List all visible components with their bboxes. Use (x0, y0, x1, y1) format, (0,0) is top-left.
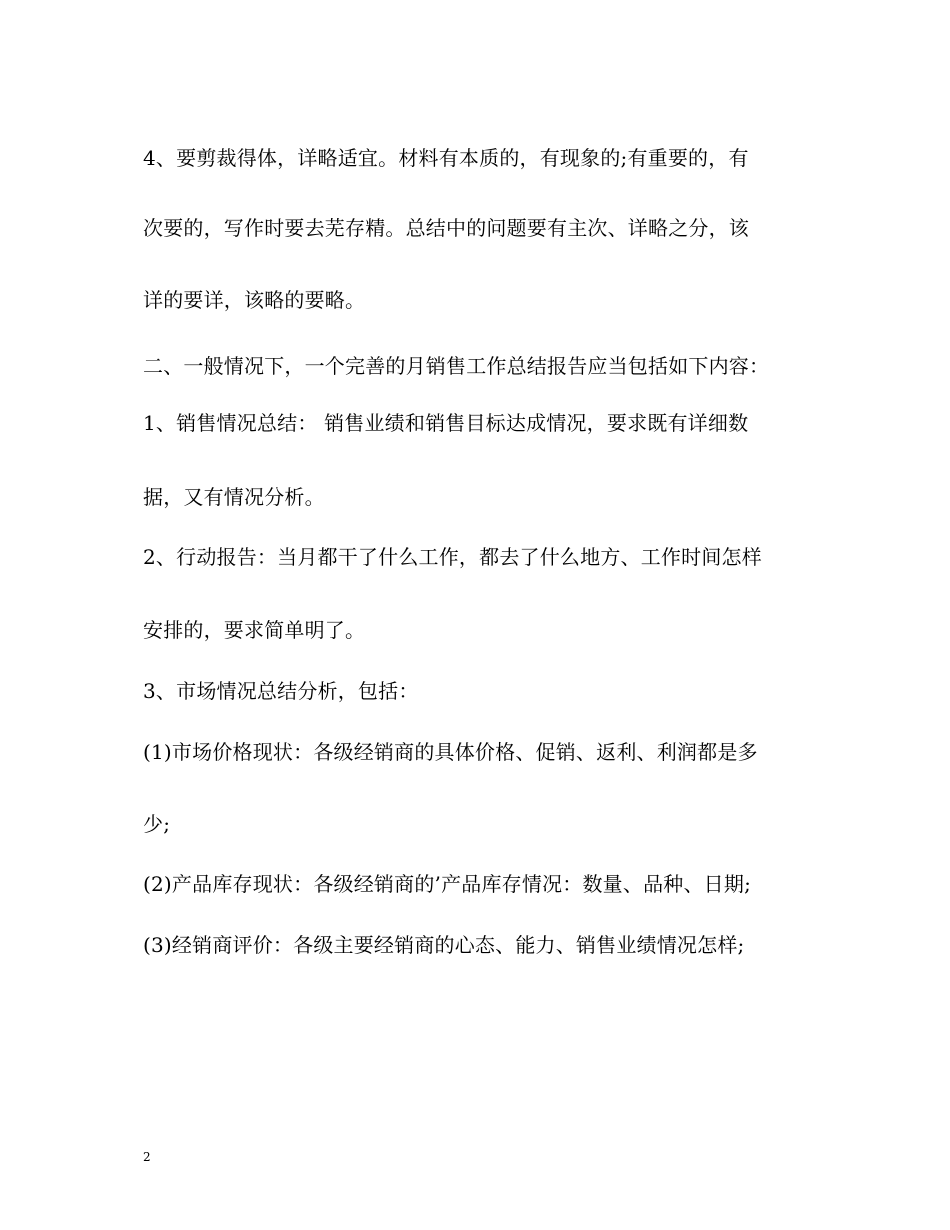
paragraph-line-12: (2)产品库存现状：各级经销商的’产品库存情况：数量、品种、日期; (143, 872, 752, 896)
page-number: 2 (143, 1150, 151, 1164)
paragraph-line-6: 据，又有情况分析。 (143, 485, 325, 509)
paragraph-line-11: 少; (143, 812, 171, 836)
paragraph-line-10: (1)市场价格现状：各级经销商的具体价格、促销、返利、利润都是多 (143, 740, 758, 764)
paragraph-line-7: 2、行动报告：当月都干了什么工作，都去了什么地方、工作时间怎样 (143, 545, 762, 569)
paragraph-line-8: 安排的，要求简单明了。 (143, 618, 366, 642)
paragraph-line-2: 次要的，写作时要去芜存精。总结中的问题要有主次、详略之分，该 (143, 216, 749, 240)
paragraph-line-13: (3)经销商评价：各级主要经销商的心态、能力、销售业绩情况怎样; (143, 933, 745, 957)
paragraph-line-5: 1、销售情况总结： 销售业绩和销售目标达成情况，要求既有详细数 (143, 411, 749, 435)
paragraph-line-9: 3、市场情况总结分析，包括： (143, 679, 419, 703)
paragraph-line-3: 详的要详，该略的要略。 (143, 288, 366, 312)
section-heading-line: 二、一般情况下，一个完善的月销售工作总结报告应当包括如下内容： (143, 354, 770, 378)
paragraph-line-1: 4、要剪裁得体，详略适宜。材料有本质的，有现象的;有重要的，有 (143, 146, 749, 170)
